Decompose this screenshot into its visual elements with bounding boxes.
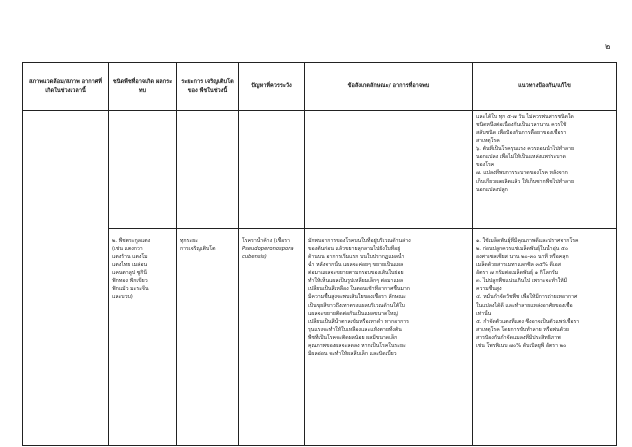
text-line: เท่านั้น — [476, 310, 492, 317]
row2-problem-cell — [239, 229, 305, 446]
pathogen-name: cubensis) — [242, 254, 267, 261]
text-line: ๗. แปลงที่พบการระบาดของโรค หลังจาก — [476, 170, 568, 177]
text-line: สาเหตุโรค โดยการขับทำลาย หรือพ่นด้วย — [476, 326, 569, 333]
text-line: เมล็ดด้วยสารเมทาแลกซิล ๓๕% ดีเอส — [476, 262, 561, 269]
row2-stage-cell — [177, 229, 239, 446]
text-line: การเจริญเติบโต — [180, 246, 216, 253]
text-line: ๒. ก่อนปลูกควรแช่เมล็ดพันธุ์ในน้ำอุ่น ๕๐ — [476, 246, 568, 253]
text-line: อัตรา ๗ กรัมต่อเมล็ดพันธุ์ ๑ กิโลกรัม — [476, 270, 559, 277]
text-line: พืชที่เป็นโรคจะติดผลน้อย ผลมีขนาดเล็ก — [308, 334, 398, 341]
row2-crop-cell — [109, 229, 177, 446]
text-line: ชนิดหนึ่งต่อเนื่องกันเป็นเวลานาน ควรใช้ — [476, 122, 567, 129]
row2-prevention-cell — [473, 229, 617, 446]
text-line: คุณภาพของผลจะลดลง หากเป็นโรคในระยะ — [308, 342, 406, 349]
row1-symptoms-cell — [305, 111, 473, 229]
text-line: ๑. ใช้เมล็ดพันธุ์ที่มีคุณภาพดีและปราศจากโรค — [476, 238, 579, 244]
text-line: ความชื้นสูง — [476, 286, 502, 293]
header-growth-stage: ระยะการ เจริญเติบโตของ พืชในช่วงนี้ — [177, 63, 239, 111]
problem-name: โรคราน้ำค้าง (เชื้อรา — [242, 238, 290, 244]
header-environment: สภาพแวดล้อม/สภาพ อากาศที่เกิดในช่วงเวลานี้ — [23, 63, 109, 111]
text-line: สลับชนิด เพื่อป้องกันการดื้อยาของเชื้อรา — [476, 130, 567, 137]
header-crop-type: ชนิดพืชที่อาจเกิด ผลกระทบ — [109, 63, 177, 111]
text-line: ฉ่ำ หลังจากนั้น แผลจะค่อยๆ ขยายเป็นแผล — [308, 262, 404, 269]
text-line: นอกแปลง เพื่อไม่ให้เป็นแหล่งแพร่ระบาด — [476, 154, 566, 161]
environment-cell — [23, 111, 109, 446]
text-line: (เช่น แตงกวา — [112, 246, 143, 253]
row1-problem-cell — [239, 111, 305, 229]
text-line: สาเหตุโรค — [476, 138, 500, 145]
text-line: ทำให้เห็นแผลเป็นรูปเหลี่ยมเล็กๆ ต่อมาแผล — [308, 278, 404, 285]
text-line: องศาเซลเซียส นาน ๒๐-๓๐ นาที หรือคลุก — [476, 254, 569, 261]
row1-crop-cell — [109, 111, 177, 229]
text-line: ฟักแม้ว มะระจีน — [112, 286, 149, 293]
row1-stage-cell — [177, 111, 239, 229]
text-line: รุนแรงจะทำให้ใบเหลืองและแห้งตายทั้งต้น — [308, 326, 402, 333]
text-line: เป็นขุยสีขาวถึงเทาตรงแผลบริเวณด้านใต้ใบ — [308, 302, 405, 309]
text-line: สารป้องกันกำจัดแมลงที่มีประสิทธิภาพ — [476, 334, 561, 341]
text-line: ของโรค — [476, 162, 495, 169]
text-line: ด้านบน อาการเริ่มแรก บนใบปรากฏแผลน้ำ — [308, 254, 405, 261]
text-line: เก็บเกี่ยวผลผลิตแล้ว ให้เก็บซากพืชไปทำลาย — [476, 178, 575, 185]
text-line: เปลี่ยนเป็นสีเหลือง ในตอนเช้าที่อากาศชื้นมาก — [308, 286, 410, 293]
header-prevention: แนวทางป้องกัน/แก้ไข — [473, 63, 617, 111]
text-line: ๔. หมั่นกำจัดวัชพืช เพื่อให้มีการถ่ายเทอากาศ — [476, 294, 578, 301]
text-line: แตงไทย เมล่อน — [112, 262, 147, 269]
text-line: และได้ใบ ทุก ๕-๗ วัน ไม่ควรพ่นสารชนิดใด — [476, 114, 574, 120]
text-line: ในแปลงได้ดี และทำลายแหล่งอาศัยของเชื้อ — [476, 302, 573, 309]
text-line: แตงร้าน แตงโม — [112, 254, 148, 261]
text-line: เปลี่ยนเป็นสีน้ำตาลเข้มหรือเทาดำ หากอาการ — [308, 318, 409, 325]
text-line: ทุกระยะ — [180, 238, 198, 244]
text-line: ต่อมาแผลจะขยายตามกรอบของเส้นใบย่อย — [308, 270, 404, 277]
text-line: เช่น โพรพิเนบ ๗๐% ดับเบิลยูพี อัตรา ๒๐ — [476, 342, 567, 349]
pathogen-name: Pseudoperonospora — [242, 246, 294, 253]
row1-prevention-cell — [473, 111, 617, 229]
text-line: นอกแปลงปลูก — [476, 186, 508, 193]
text-line: มีผลอ่อน จะทำให้ผลลีบเล็ก และบิดเบี้ยว — [308, 350, 397, 357]
text-line: ๓. ไม่ปลูกพืชแน่นเกินไป เพราะจะทำให้มี — [476, 278, 568, 285]
header-problem: ปัญหาที่ควรระวัง — [239, 63, 305, 111]
text-line: ของต้นก่อน แล้วขยายลุกลามไปยังใบที่อยู่ — [308, 246, 401, 253]
text-line: และบวบ) — [112, 294, 133, 301]
page-number: ๒ — [605, 42, 611, 51]
text-line: มีความชื้นสูงจะพบเส้นใยของเชื้อรา ลักษณะ — [308, 294, 406, 301]
advisory-table — [22, 62, 617, 446]
text-line: ๕. กำจัดตัวแตงที่แตง ซึ่งอาจเป็นตัวแพร่เชื้อรา — [476, 318, 580, 325]
text-line: ฟักทอง ฟักเขียว — [112, 278, 148, 285]
text-line: ๖. ต้นที่เป็นโรครุนแรง ควรถอนนำไปทำลาย — [476, 146, 575, 153]
text-line: ๒. พืชตระกูลแตง — [112, 238, 151, 244]
text-line: มักพบอาการของโรคบนใบที่อยู่บริเวณด้านล่าง — [308, 238, 411, 244]
row2-symptoms-cell — [305, 229, 473, 446]
header-symptoms: ข้อสังเกตลักษณะ/ อาการที่อาจพบ — [305, 63, 473, 111]
text-line: แคนตาลูป ซูกินี — [112, 270, 147, 277]
text-line: แผลจะขยายติดต่อกันเป็นแผลขนาดใหญ่ — [308, 310, 398, 317]
